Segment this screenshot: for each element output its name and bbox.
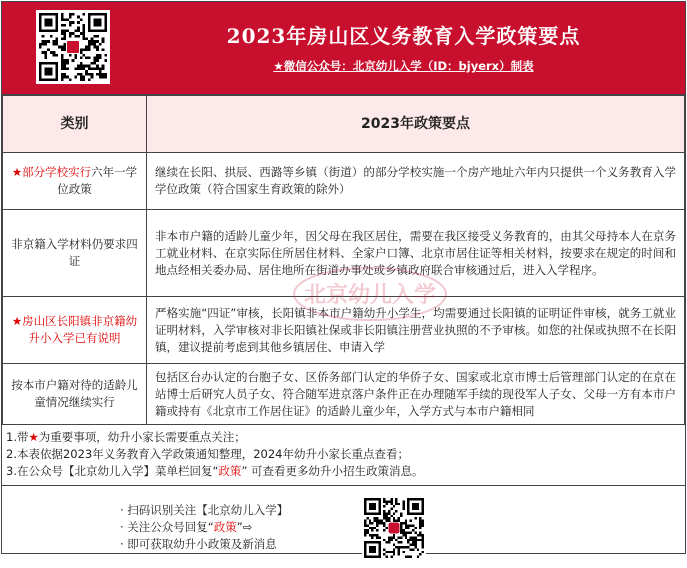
policy-cell: 包括区台办认定的台胞子女、区侨务部门认定的华侨子女、国家或北京市博士后管理部门认定的在京在站博士后研究人员子女、符合随军进京落户条件正在办理随军手续的现役军人子女、父母一方有本市户籍或持有《北京市工作居住证》的适龄儿童少年，入学方式与本市户籍相同 [147, 364, 685, 425]
note-text: 为重要事项，幼升小家长需要重点关注； [38, 430, 246, 444]
policy-cell: 严格实施“四证”审核，长阳镇非本市户籍幼升小学生，均需要通过长阳镇的证明证件审核，就务工就业证明材料，入学审核对非长阳镇社保或非长阳镇注册营业执照的不予审核。如您的社保或执照不在长阳镇，建议提前考虑到其他乡镇居住、申请入学 [147, 297, 685, 364]
table-row [3, 297, 685, 364]
page-title: 2023年房山区义务教育入学政策要点 [226, 24, 581, 48]
star-icon: ★ [28, 430, 39, 444]
note-item: 2.本表依据2023年义务教育入学政策通知整理，2024年幼升小家长重点查看； [6, 447, 410, 461]
footer-instructions [120, 502, 288, 553]
note-text: 3.在公众号【北京幼儿入学】菜单栏回复“ [6, 464, 219, 478]
footer-line: · 即可获取幼升小政策及新消息 [120, 537, 277, 551]
star-icon: ★ [11, 165, 23, 179]
qr-code-icon [364, 498, 424, 558]
footer-line: · 扫码识别关注【北京幼儿入学】 [120, 503, 289, 517]
qr-code-bottom[interactable] [362, 496, 426, 560]
policy-cell: 非本市户籍的适龄儿童少年，因父母在我区居住，需要在我区接受义务教育的，由其父母持本人在京务工就业材料、在京实际住所居住材料、全家户口簿、北京市居住证等相关材料，按要求在规定的时间和地点经相关委办局、居住地所在街道办事处或乡镇政府联合审核通过后，进入入学程序。 [147, 210, 685, 297]
category-cell: 非京籍入学材料仍要求四证 [3, 210, 147, 297]
header-banner [2, 2, 685, 95]
table-row [3, 153, 685, 210]
footer-section [2, 486, 685, 568]
table-row [3, 364, 685, 425]
qr-code-top[interactable] [36, 10, 110, 84]
table-header-row [3, 96, 685, 153]
category-text: 六年一学位政策 [57, 165, 138, 196]
policy-table [2, 95, 685, 425]
footer-line [120, 519, 288, 536]
svg-text:北京幼儿入学: 北京幼儿入学 [303, 283, 437, 308]
footer-text: · 关注公众号回复“ [120, 520, 214, 534]
category-highlight: 房山区长阳镇非京籍幼升小入学已有说明 [22, 314, 138, 345]
star-icon: ★ [11, 314, 23, 328]
note-item [6, 429, 681, 446]
qr-code-icon [39, 13, 107, 81]
policy-sheet [1, 1, 686, 554]
table-row [3, 210, 685, 297]
note-text: ” 可查看更多幼升小招生政策消息。 [241, 464, 424, 478]
note-item [6, 463, 681, 480]
notes-section [2, 425, 685, 486]
note-text: 1.带 [6, 430, 29, 444]
column-header-category: 类别 [3, 96, 147, 153]
category-cell [3, 297, 147, 364]
column-header-policy: 2023年政策要点 [147, 96, 685, 153]
policy-cell: 继续在长阳、拱辰、西潞等乡镇（街道）的部分学校实施一个房产地址六年内只提供一个义务教育入学学位政策（符合国家生育政策的除外） [147, 153, 685, 210]
category-highlight: 部分学校实行 [22, 165, 92, 179]
page-subtitle: ★微信公众号：北京幼儿入学（ID：bjyerx）制表 [273, 59, 534, 73]
footer-text: ”⇨ [236, 520, 253, 534]
keyword-policy: 政策 [218, 464, 242, 478]
keyword-policy: 政策 [213, 520, 237, 534]
category-cell: 按本市户籍对待的适龄儿童情况继续实行 [3, 364, 147, 425]
category-cell [3, 153, 147, 210]
